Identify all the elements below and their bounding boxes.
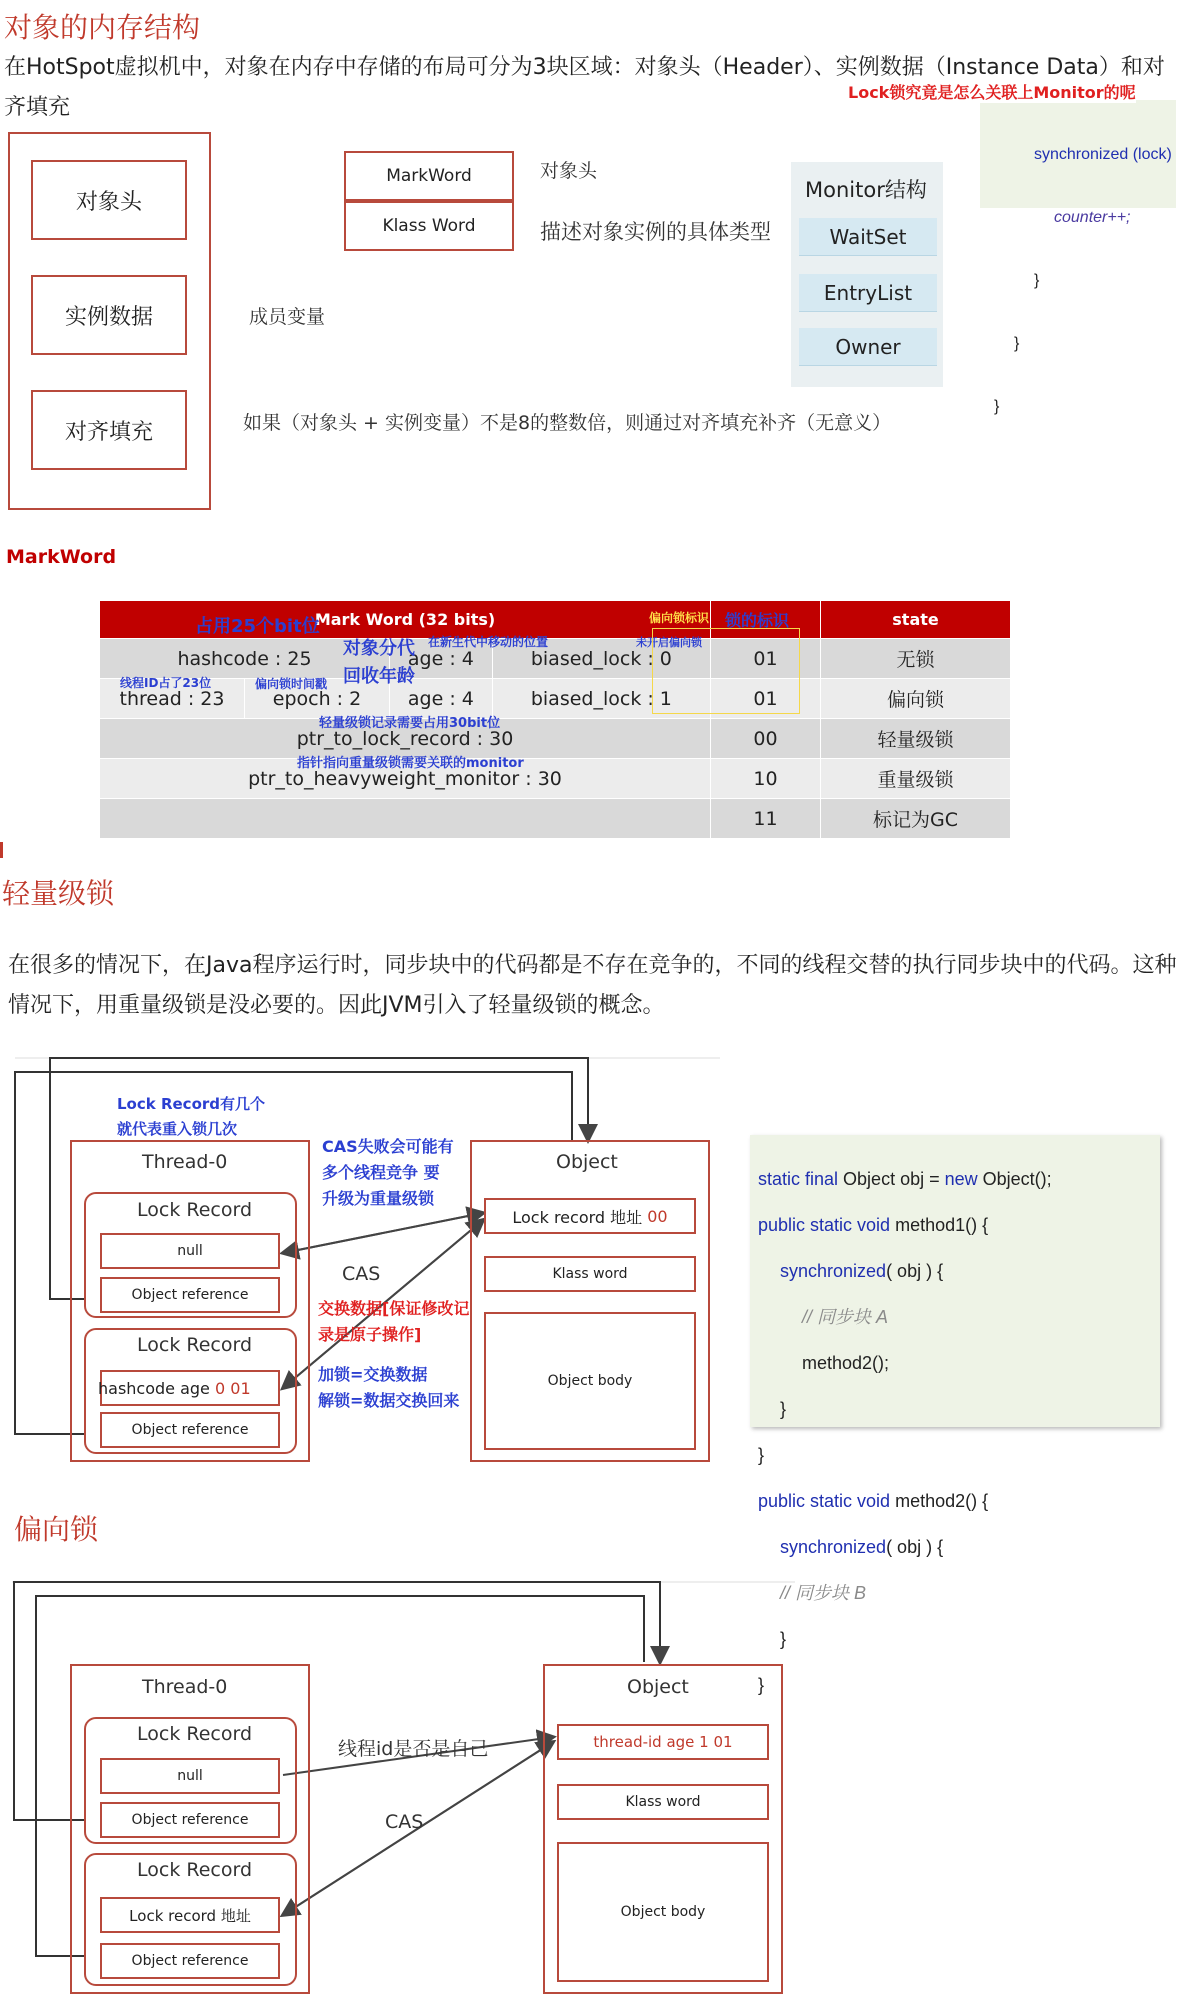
b-objref-2	[100, 1943, 280, 1979]
b-thread-id-slot	[557, 1724, 769, 1760]
anno-position: 在新生代中移动的位置	[428, 635, 549, 649]
code-line: // 同步块 A	[802, 1307, 889, 1327]
lightweight-para-1: 在很多的情况下，在Java程序运行时，同步块中的代码都是不存在竞争的，不同的线程交替的执行同步块中的代码。这种	[8, 953, 1177, 978]
mw-cell: epoch : 2	[245, 679, 390, 719]
mw-header-state: state	[821, 601, 1011, 639]
instance-data-box	[31, 275, 187, 355]
b-null-slot	[100, 1758, 280, 1794]
markword-label: MarkWord	[386, 166, 472, 186]
lw-hashcode-label: hashcode age	[98, 1378, 210, 1398]
section-title-lightweight: 轻量级锁	[2, 877, 115, 910]
lw-note-unlock: 解锁=数据交换回来	[318, 1391, 460, 1410]
lw-null-label: null	[177, 1243, 203, 1259]
anno-gc-age: 回收年龄	[343, 666, 415, 687]
lw-cas-label: CAS	[342, 1263, 381, 1285]
anno-generation: 对象分代	[343, 638, 415, 659]
anno-25bit: 占用25个bit位	[195, 616, 320, 637]
mw-cell: thread : 23	[100, 679, 245, 719]
monitor-owner: Owner	[799, 328, 937, 366]
desc-header: 对象头	[540, 160, 598, 182]
lw-note-swap-1: 交换数据[保证修改记	[318, 1299, 470, 1318]
anno-monitor-ptr: 指针指向重量级锁需要关联的monitor	[297, 756, 524, 771]
mw-cell: age : 4	[390, 679, 493, 719]
b-objref-2-label: Object reference	[131, 1953, 249, 1969]
lw-hashcode-bits: 0 01	[215, 1378, 251, 1398]
mw-cell: biased_lock : 0	[492, 639, 710, 679]
klassword-label: Klass Word	[382, 216, 476, 236]
anno-30bit: 轻量级锁记录需要占用30bit位	[319, 716, 501, 731]
lw-klass-word	[484, 1256, 696, 1292]
b-object-body	[557, 1842, 769, 1982]
mw-cell: 01	[711, 679, 821, 719]
lw-note-cas-1: CAS失败会可能有	[322, 1137, 454, 1156]
desc-instance: 成员变量	[249, 306, 326, 328]
lw-objref-2	[100, 1412, 280, 1448]
b-lock-record-2-label: Lock Record	[137, 1859, 253, 1881]
mw-cell: hashcode : 25	[100, 639, 390, 679]
lw-note-cas-3: 升级为重量级锁	[322, 1189, 435, 1208]
lw-klass-label: Klass word	[552, 1266, 628, 1282]
markword-box	[344, 151, 514, 201]
b-lock-record-addr	[100, 1897, 280, 1933]
lw-thread-label: Thread-0	[142, 1151, 228, 1173]
mw-state: 轻量级锁	[821, 719, 1011, 759]
code-brace-1: }	[1034, 272, 1040, 289]
code-line: }	[758, 1675, 765, 1695]
mw-cell: 00	[711, 719, 821, 759]
intro-line-1: 在HotSpot虚拟机中，对象在内存中存储的布局可分为3块区域：对象头（Header）、实例数据（Instance Data）和对	[4, 55, 1165, 80]
code-line: method2();	[802, 1353, 890, 1373]
code-line: public static void method2() {	[758, 1491, 989, 1511]
code-brace-3: }	[994, 398, 1000, 415]
code-line: public static void method1() {	[758, 1215, 989, 1235]
code-line: }	[758, 1445, 765, 1465]
mw-state: 重量级锁	[821, 759, 1011, 799]
section-title-biased: 偏向锁	[14, 1513, 99, 1546]
desc-padding: 如果（对象头 + 实例变量）不是8的整数倍，则通过对齐填充补齐（无意义）	[243, 412, 892, 434]
anno-biased-off: 未开启偏向锁	[636, 636, 702, 649]
mw-state: 标记为GC	[821, 799, 1011, 839]
code-sync-line: synchronized (lock)	[1034, 146, 1172, 163]
desc-klass: 描述对象实例的具体类型	[540, 220, 771, 244]
mw-state: 无锁	[821, 639, 1011, 679]
code-counter-line: counter++;	[1054, 209, 1131, 226]
b-thread-label: Thread-0	[142, 1676, 228, 1698]
code-line: }	[780, 1399, 787, 1419]
mw-row-lightweight	[100, 719, 1011, 759]
mw-cell: biased_lock : 1	[492, 679, 710, 719]
code-brace-2: }	[1014, 335, 1020, 352]
lw-code-block	[750, 1135, 1160, 1695]
lock-bits-highlight	[652, 628, 800, 714]
mw-state: 偏向锁	[821, 679, 1011, 719]
b-objref-1	[100, 1802, 280, 1838]
lw-hashcode-slot	[100, 1370, 280, 1406]
b-klass-label: Klass word	[625, 1794, 701, 1810]
lw-addr-bits: 00	[647, 1206, 668, 1226]
lock-question: Lock锁究竟是怎么关联上Monitor的呢	[848, 80, 1136, 103]
mw-row-nolock	[100, 639, 1011, 679]
code-line: synchronized( obj ) {	[780, 1261, 944, 1281]
mw-cell: age : 4	[390, 639, 493, 679]
b-null-label: null	[177, 1768, 203, 1784]
lw-objref-1-label: Object reference	[131, 1287, 249, 1303]
b-objref-1-label: Object reference	[131, 1812, 249, 1828]
mw-row-biased	[100, 679, 1011, 719]
b-question-label: 线程id是否是自己	[338, 1738, 489, 1760]
lw-note-lock: 加锁=交换数据	[318, 1365, 428, 1384]
monitor-structure	[791, 162, 943, 387]
monitor-waitset: WaitSet	[799, 218, 937, 256]
padding-label: 对齐填充	[64, 419, 153, 445]
mw-cell-empty	[100, 799, 711, 839]
lw-lock-record-1-label: Lock Record	[137, 1199, 253, 1221]
instance-data-label: 实例数据	[64, 304, 153, 330]
b-object-label: Object	[627, 1676, 689, 1698]
code-line: }	[780, 1629, 787, 1649]
lw-object-body	[484, 1312, 696, 1450]
mw-cell: ptr_to_heavyweight_monitor : 30	[100, 759, 711, 799]
lightweight-para-2: 情况下，用重量级锁是没必要的。因此JVM引入了轻量级锁的概念。	[8, 993, 665, 1018]
monitor-title: Monitor结构	[805, 178, 927, 202]
b-body-label: Object body	[620, 1904, 706, 1920]
lw-body-label: Object body	[547, 1373, 633, 1389]
mw-cell: 01	[711, 639, 821, 679]
markword-section-title: MarkWord	[6, 546, 117, 568]
code-line: static final Object obj = new Object();	[758, 1169, 1052, 1189]
code-line: synchronized( obj ) {	[780, 1537, 944, 1557]
object-header-label: 对象头	[75, 189, 142, 215]
intro-line-2: 齐填充	[4, 95, 71, 120]
anno-lock-flag: 锁的标识	[725, 611, 790, 630]
b-klass-word	[557, 1784, 769, 1820]
mw-header-main: Mark Word (32 bits)	[100, 601, 711, 639]
b-cas-label: CAS	[385, 1811, 424, 1833]
lw-note-swap-2: 录是原子操作]	[318, 1325, 422, 1344]
mw-row-gc	[100, 799, 1011, 839]
lw-note-cas-2: 多个线程竞争 要	[322, 1163, 440, 1182]
anno-biased-flag: 偏向锁标识	[649, 611, 710, 625]
object-header-box	[31, 160, 187, 240]
mw-cell: ptr_to_lock_record : 30	[100, 719, 711, 759]
monitor-entrylist: EntryList	[799, 274, 937, 312]
b-addr-label: Lock record 地址	[129, 1906, 251, 1925]
section-marker	[0, 842, 3, 858]
lw-note-reentry-1: Lock Record有几个	[117, 1095, 266, 1113]
b-lock-record-1-label: Lock Record	[137, 1723, 253, 1745]
lw-objref-2-label: Object reference	[131, 1422, 249, 1438]
anno-epoch: 偏向锁时间戳	[255, 677, 328, 691]
mw-cell: 11	[711, 799, 821, 839]
lw-addr-label: Lock record 地址	[512, 1207, 643, 1227]
lw-object-label: Object	[556, 1151, 618, 1173]
lw-note-reentry-2: 就代表重入锁几次	[117, 1120, 238, 1138]
section-title-memory: 对象的内存结构	[4, 11, 201, 44]
lw-lock-record-addr	[484, 1198, 696, 1234]
klassword-box	[344, 201, 514, 251]
padding-box	[31, 390, 187, 470]
sync-code-snippet	[980, 100, 1176, 415]
lw-lock-record-2-label: Lock Record	[137, 1334, 253, 1356]
lw-objref-1	[100, 1277, 280, 1313]
mw-row-heavyweight	[100, 759, 1011, 799]
b-thread-id-label: thread-id age 1 01	[593, 1733, 733, 1751]
anno-thread-id: 线程ID占了23位	[120, 676, 212, 690]
code-line: // 同步块 B	[780, 1583, 867, 1603]
mw-cell: 10	[711, 759, 821, 799]
lw-null-slot	[100, 1233, 280, 1269]
